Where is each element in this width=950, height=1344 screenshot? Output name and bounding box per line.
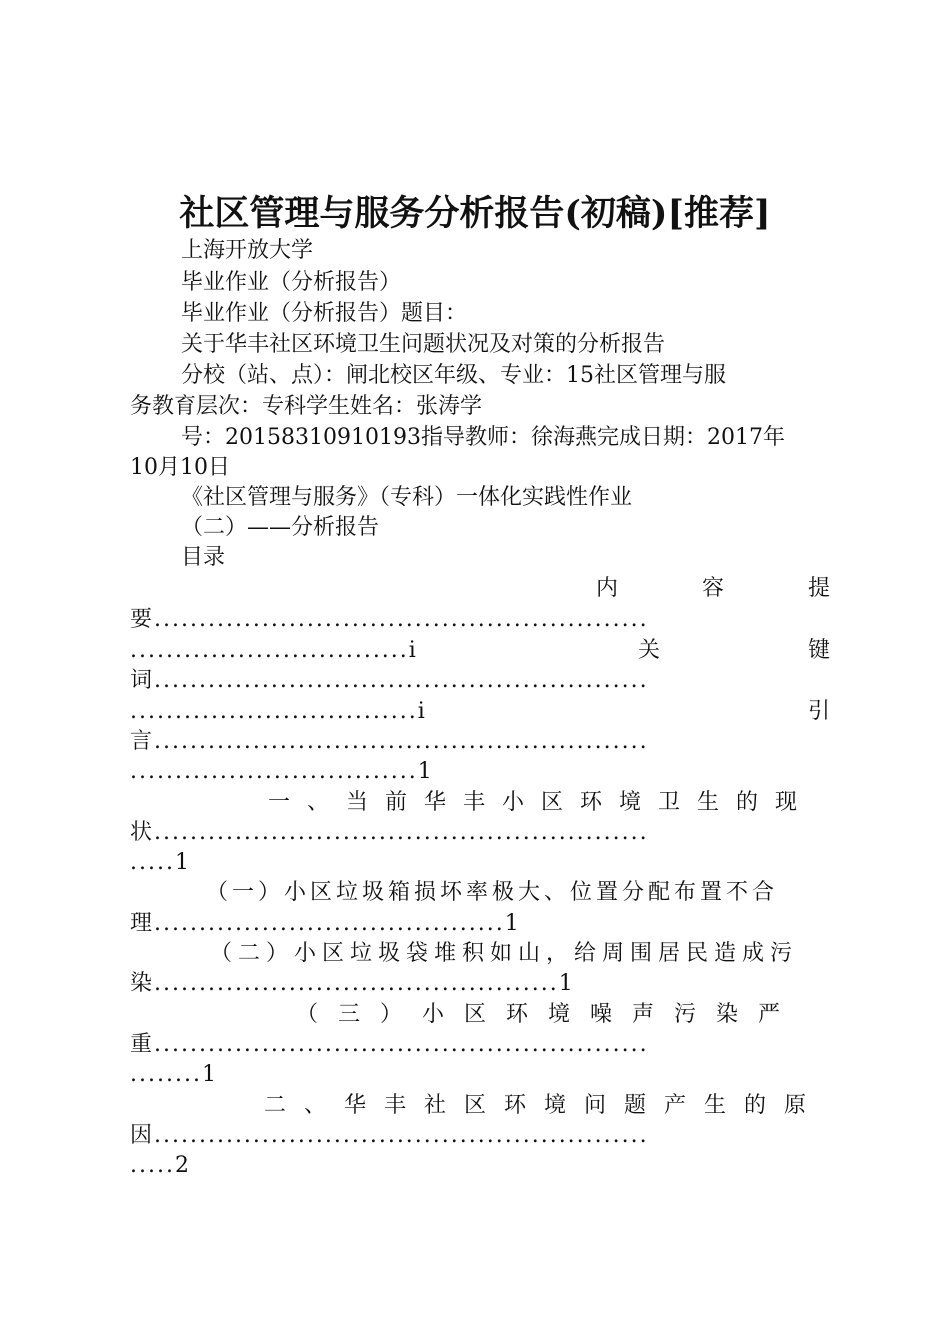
info-line-3: 号：20158310910193指导教师：徐海燕完成日期：2017年 (181, 425, 785, 450)
toc-item-1-2: （二）小区垃圾袋堆积如山，给周围居民造成污 (210, 941, 799, 966)
toc-section-1: 一、当前华丰小区环境卫生的现 (268, 790, 815, 815)
document-title: 社区管理与服务分析报告(初稿)[推荐] (179, 193, 771, 234)
subtitle-line: （二）——分析报告 (181, 515, 380, 540)
topic-label: 毕业作业（分析报告）题目： (181, 301, 468, 326)
course-line: 《社区管理与服务》（专科）一体化实践性作业 (181, 485, 633, 510)
toc-word: 提 (807, 576, 830, 601)
topic-text: 关于华丰社区环境卫生问题状况及对策的分析报告 (181, 332, 666, 357)
toc-word: 容 (701, 576, 724, 601)
toc-item-1-3-dots: 重....................................................... (130, 1032, 649, 1057)
toc-row-keywords-dots: 词....................................................... (130, 668, 649, 693)
toc-row-summary-words (596, 574, 830, 604)
toc-item-1-3: （三）小区环境噪声污染严 (296, 1002, 801, 1027)
toc-section-1-dots: 状....................................................... (130, 820, 649, 845)
toc-row-keywords-page: ................................i (130, 699, 427, 724)
info-line-4: 10月10日 (130, 455, 230, 480)
toc-row-summary-dots: 要....................................................... (130, 607, 649, 632)
info-line-2: 务教育层次：专科学生姓名：张涛学 (130, 394, 483, 419)
toc-word: 内 (596, 576, 619, 601)
assignment-type: 毕业作业（分析报告） (181, 270, 402, 295)
info-line-1: 分校（站、点）：闸北校区年级、专业：15社区管理与服 (181, 363, 726, 388)
school-name: 上海开放大学 (181, 238, 314, 263)
toc-section-2-page: .....2 (130, 1153, 191, 1178)
toc-section-2: 二、华丰社区环境问题产生的原 (264, 1093, 825, 1118)
toc-word: 键 (807, 638, 830, 663)
toc-item-1-2-page: 染.............................................1 (130, 971, 575, 996)
toc-item-1-3-page: ........1 (130, 1062, 218, 1087)
toc-row-summary-page: ...............................i (130, 638, 418, 663)
toc-section-2-dots: 因....................................................... (130, 1123, 649, 1148)
toc-row-intro-dots: 言....................................................... (130, 729, 649, 754)
toc-item-1-1-page: 理.......................................1 (130, 911, 521, 936)
toc-section-1-page: .....1 (130, 850, 191, 875)
toc-row-intro-word: 引 (808, 699, 831, 724)
toc-heading: 目录 (181, 545, 226, 570)
toc-item-1-1: （一）小区垃圾箱损坏率极大、位置分配布置不合 (206, 880, 779, 905)
toc-word: 关 (638, 638, 661, 663)
toc-row-keywords-words (638, 636, 830, 666)
toc-row-intro-page: ................................1 (130, 759, 434, 784)
